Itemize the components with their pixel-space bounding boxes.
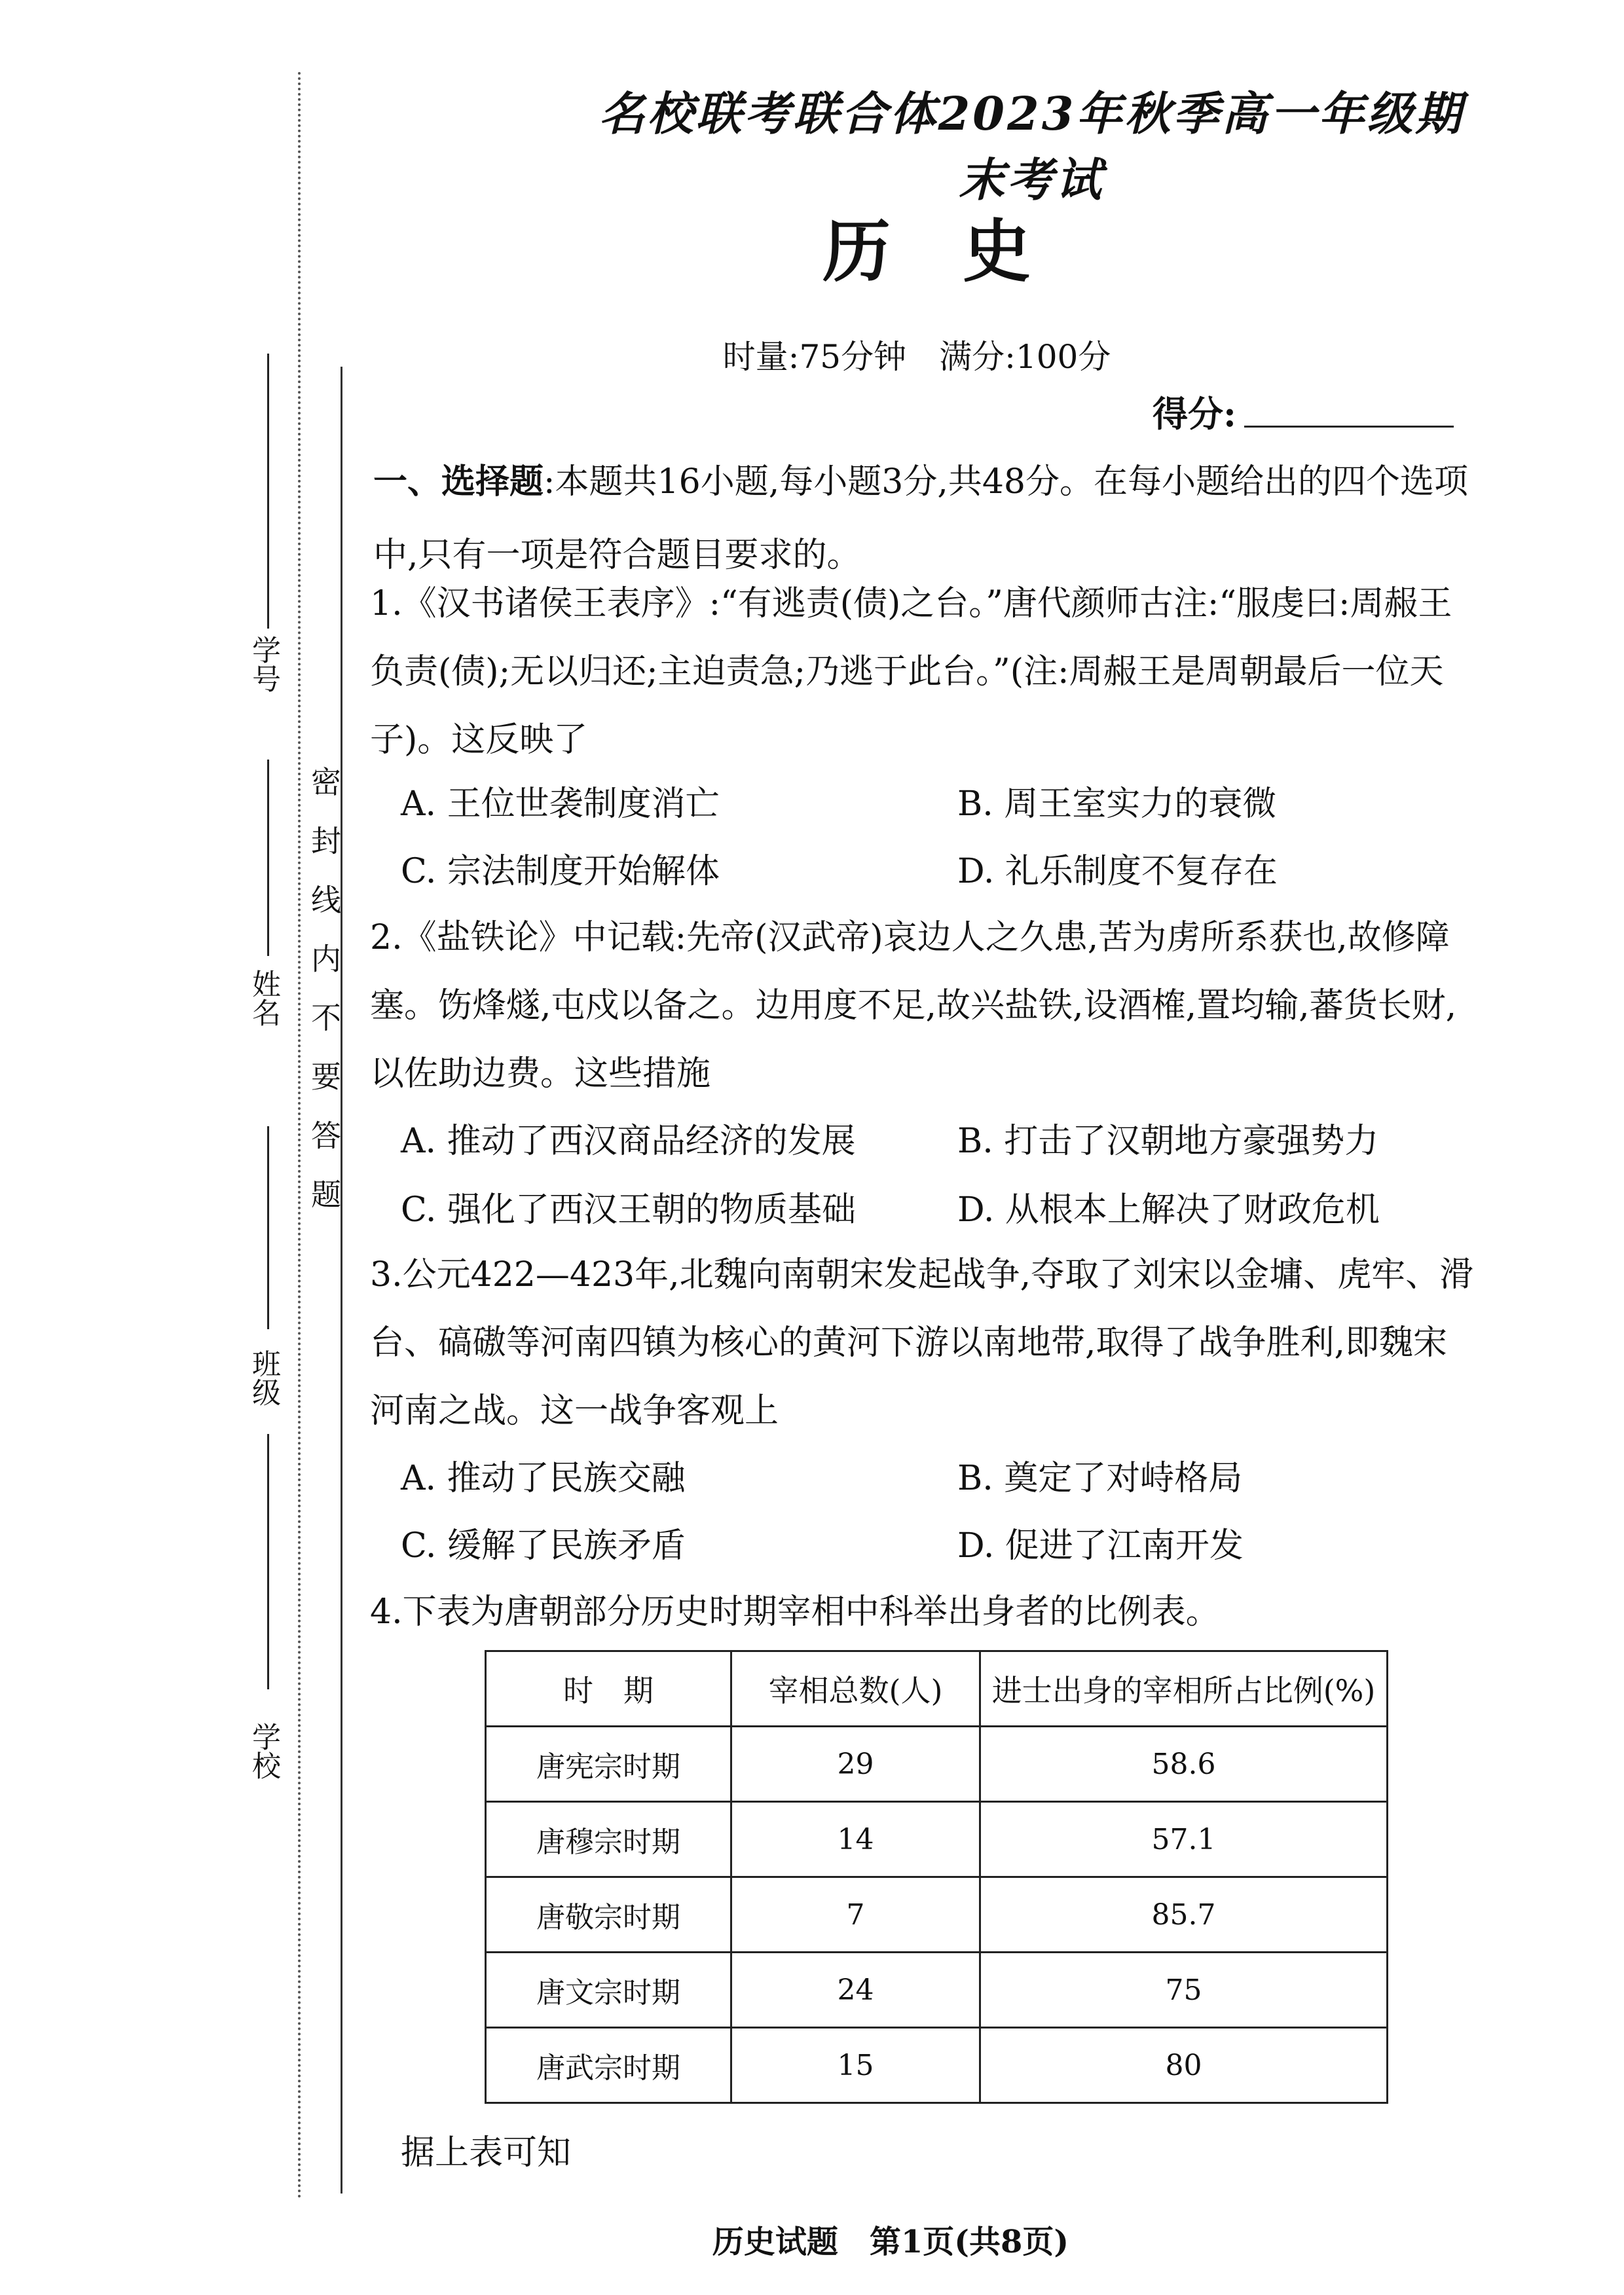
question-1-option-b[interactable]: B. 周王室实力的衰微 [957,784,1277,824]
binding-dotted-line [298,72,301,2200]
question-2-option-d[interactable]: D. 从根本上解决了财政危机 [957,1190,1380,1230]
table-cell: 80 [980,2028,1388,2103]
table-cell: 29 [731,1727,980,1802]
question-3-option-d[interactable]: D. 促进了江南开发 [957,1526,1244,1566]
exam-meta: 时量:75分钟 满分:100分 [722,338,1111,376]
table-cell: 唐文宗时期 [486,1953,731,2028]
table-header-cell: 时 期 [486,1651,731,1727]
class-label: 班级 [247,1349,280,1406]
section-instructions: :本题共16小题,每小题3分,共48分。在每小题给出的四个选项中,只有一项是符合题目要求的。 [373,462,1469,575]
school-label: 学校 [247,1722,280,1780]
table-row [486,1877,1388,1953]
name-label: 姓名 [247,969,280,1027]
question-2-option-a[interactable]: A. 推动了西汉商品经济的发展 [401,1122,856,1161]
question-2-option-b[interactable]: B. 打击了汉朝地方豪强势力 [957,1122,1379,1161]
question-3-option-b[interactable]: B. 奠定了对峙格局 [957,1459,1243,1498]
question-1-option-c[interactable]: C. 宗法制度开始解体 [401,852,720,891]
question-1-option-a[interactable]: A. 王位世袭制度消亡 [401,784,720,824]
section-title: 一、选择题 [373,462,544,502]
school-line [267,1434,269,1689]
chancellor-table [485,1650,1388,2104]
question-3-option-a[interactable]: A. 推动了民族交融 [401,1459,686,1498]
question-3-stem: 3.公元422—423年,北魏向南朝宋发起战争,夺取了刘宋以金墉、虎牢、滑台、碻磝等河南四镇为核心的黄河下游以南地带,取得了战争胜利,即魏宋河南之战。这一战争客观上 [370,1255,1474,1431]
table-cell: 7 [731,1877,980,1953]
student-id-line [267,354,269,629]
exam-title: 名校联考联合体2023年秋季高一年级期末考试 [599,86,1464,207]
table-cell: 唐敬宗时期 [486,1877,731,1953]
question-4-stem: 4.下表为唐朝部分历史时期宰相中科举出身者的比例表。 [370,1592,1220,1632]
subject-title: 历史 [822,211,1103,291]
binding-solid-line [341,367,342,2194]
question-3-option-c[interactable]: C. 缓解了民族矛盾 [401,1526,686,1566]
table-cell: 15 [731,2028,980,2103]
table-header-row [486,1651,1388,1727]
question-2-option-c[interactable]: C. 强化了西汉王朝的物质基础 [401,1190,856,1230]
table-row [486,2028,1388,2103]
table-cell: 唐武宗时期 [486,2028,731,2103]
name-line [267,760,269,956]
table-header-cell: 宰相总数(人) [731,1651,980,1727]
score-label: 得分: [1153,393,1236,435]
after-table-text: 据上表可知 [401,2133,572,2173]
table-cell: 58.6 [980,1727,1388,1802]
table-cell: 14 [731,1802,980,1877]
class-line [267,1126,269,1329]
table-row [486,1727,1388,1802]
question-1-option-d[interactable]: D. 礼乐制度不复存在 [957,852,1278,891]
table-header-cell: 进士出身的宰相所占比例(%) [980,1651,1388,1727]
table-cell: 75 [980,1953,1388,2028]
page-footer: 历史试题 第1页(共8页) [712,2224,1069,2260]
table-cell: 唐宪宗时期 [486,1727,731,1802]
question-1-stem: 1.《汉书诸侯王表序》:“有逃责(债)之台。”唐代颜师古注:“服虔曰:周赧王负责(债);无以归还;主迫责急;乃逃于此台。”(注:周赧王是周朝最后一位天子)。这反映了 [370,584,1452,760]
score-blank[interactable] [1244,426,1454,428]
table-cell: 24 [731,1953,980,2028]
question-2-stem: 2.《盐铁论》中记载:先帝(汉武帝)哀边人之久患,苦为虏所系获也,故修障塞。饬烽燧,屯戍以备之。边用度不足,故兴盐铁,设酒榷,置均输,蕃货长财,以佐助边费。这些措施 [370,918,1457,1093]
table-cell: 57.1 [980,1802,1388,1877]
table-cell: 唐穆宗时期 [486,1802,731,1877]
table-cell: 85.7 [980,1877,1388,1953]
student-id-label: 学号 [247,635,280,693]
table-row [486,1953,1388,2028]
table-row [486,1802,1388,1877]
seal-notice: 密封线内不要答题 [306,766,342,1238]
